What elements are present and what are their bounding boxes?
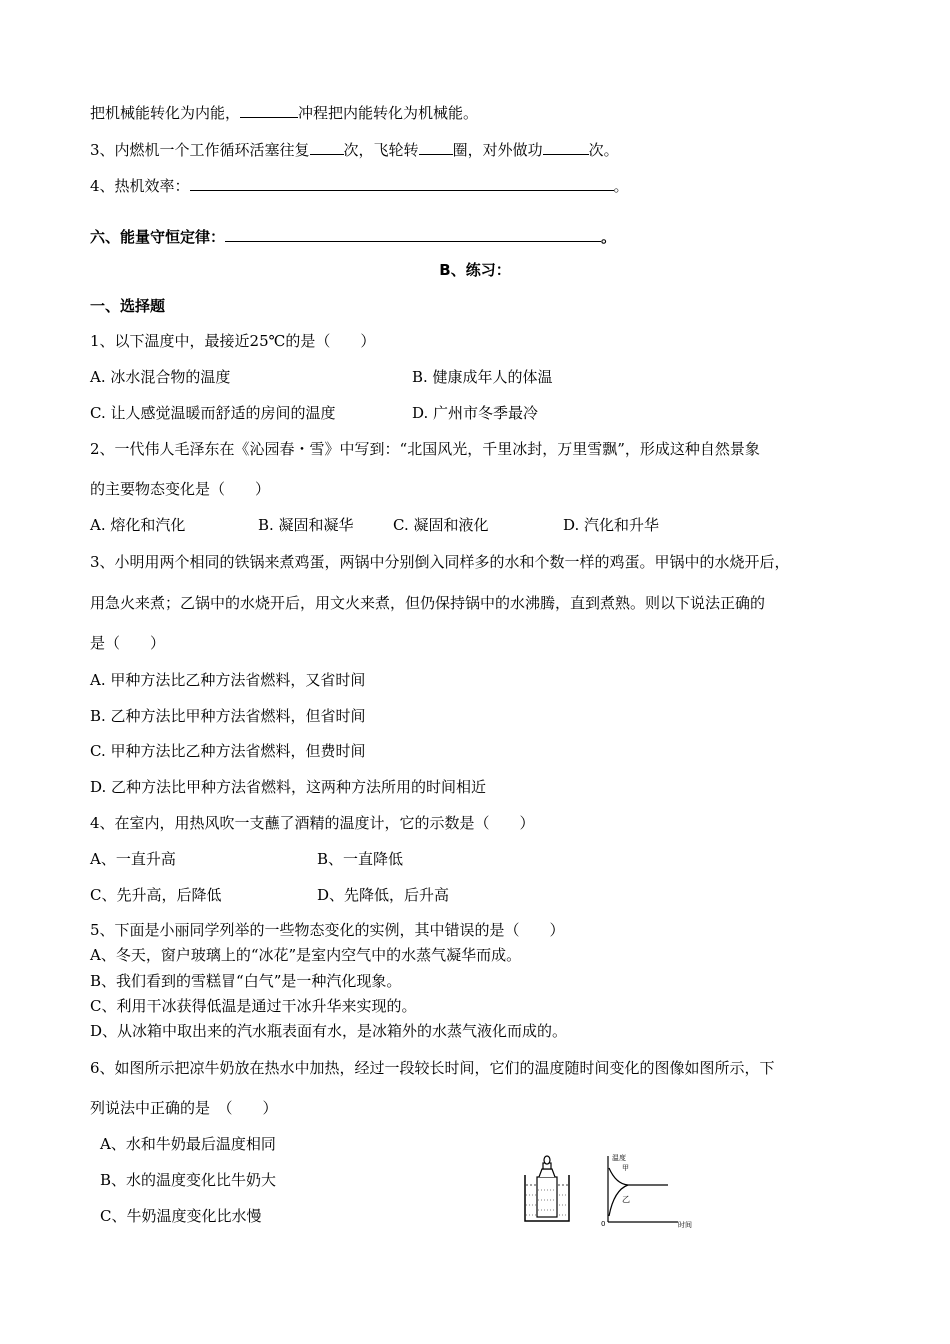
q1-option-c[interactable]: C. 让人感觉温暖而舒适的房间的温度 [90, 404, 336, 422]
q3-stem-3: 是（ ） [90, 634, 166, 652]
q5-option-b[interactable]: B、我们看到的雪糕冒“白气”是一种汽化现象。 [90, 972, 402, 990]
q6-option-a[interactable]: A、水和牛奶最后温度相同 [100, 1135, 276, 1153]
exercise-title: B、练习： [439, 261, 511, 279]
q2-stem-1: 2、一代伟人毛泽东在《沁园春・雪》中写到：“北国风光，千里冰封，万里雪飘”，形成这种自然景象 [90, 440, 760, 458]
line-1 [90, 101, 478, 123]
q1-stem: 1、以下温度中，最接近25℃的是（ ） [90, 332, 376, 350]
q4-option-b[interactable]: B、一直降低 [317, 850, 404, 868]
milk-bottle-icon [537, 1156, 557, 1217]
q2-option-d[interactable]: D. 汽化和升华 [563, 516, 660, 534]
q5-option-d[interactable]: D、从冰箱中取出来的汽水瓶表面有水，是冰箱外的水蒸气液化而成的。 [90, 1022, 568, 1040]
q5-option-c[interactable]: C、利用干冰获得低温是通过干冰升华来实现的。 [90, 997, 417, 1015]
q3-stem-1: 3、小明用两个相同的铁锅来煮鸡蛋，两锅中分别倒入同样多的水和个数一样的鸡蛋。甲锅中的水烧开后， [90, 553, 790, 571]
blank-strokes[interactable] [310, 138, 344, 155]
beaker-figure [522, 1155, 572, 1225]
line-1-text-b: 冲程把内能转化为机械能。 [298, 104, 479, 122]
blank-stroke[interactable] [240, 101, 298, 118]
q5-option-a[interactable]: A、冬天，窗户玻璃上的“冰花”是室内空气中的水蒸气凝华而成。 [90, 946, 522, 964]
q2-option-b[interactable]: B. 凝固和凝华 [258, 516, 354, 534]
fill-q3-a: 3、内燃机一个工作循环活塞往复 [90, 141, 310, 159]
q3-option-a[interactable]: A. 甲种方法比乙种方法省燃料，又省时间 [90, 671, 366, 689]
q4-stem: 4、在室内，用热风吹一支蘸了酒精的温度计，它的示数是（ ） [90, 814, 535, 832]
q4-option-c[interactable]: C、先升高，后降低 [90, 886, 222, 904]
q2-option-a[interactable]: A. 熔化和汽化 [90, 516, 186, 534]
line-1-text-a: 把机械能转化为内能， [90, 104, 241, 122]
q6-stem-1: 6、如图所示把凉牛奶放在热水中加热，经过一段较长时间，它们的温度随时间变化的图像如图所示，下 [90, 1059, 775, 1077]
q6-option-b[interactable]: B、水的温度变化比牛奶大 [100, 1171, 277, 1189]
graph-y-label: 温度 [612, 1154, 626, 1162]
fill-q4-b: 。 [613, 177, 629, 195]
graph-origin: 0 [601, 1220, 606, 1228]
blank-turns[interactable] [419, 138, 453, 155]
water-curve [609, 1168, 668, 1185]
blank-efficiency[interactable] [190, 174, 614, 191]
section-1-title: 一、选择题 [90, 297, 166, 315]
q6-stem-2: 列说法中正确的是 （ ） [90, 1099, 278, 1117]
fill-q3-c: 圈，对外做功 [452, 141, 543, 159]
q3-option-c[interactable]: C. 甲种方法比乙种方法省燃料，但费时间 [90, 742, 366, 760]
fill-q3-d: 次。 [588, 141, 619, 159]
q1-option-b[interactable]: B. 健康成年人的体温 [412, 368, 553, 386]
blank-energy-law[interactable] [225, 225, 601, 242]
q4-option-d[interactable]: D、先降低，后升高 [317, 886, 450, 904]
graph-x-label: 时间 [678, 1221, 692, 1228]
q1-option-d[interactable]: D. 广州市冬季最冷 [412, 404, 539, 422]
temperature-graph [598, 1150, 703, 1228]
q5-stem: 5、下面是小丽同学列举的一些物态变化的实例，其中错误的是（ ） [90, 921, 565, 939]
fill-q3-b: 次，飞轮转 [343, 141, 419, 159]
graph-curve-bottom: 乙 [622, 1195, 630, 1204]
q3-stem-2: 用急火来煮；乙锅中的水烧开后，用文火来煮，但仍保持锅中的水沸腾，直到煮熟。则以下说法正确的 [90, 594, 766, 612]
q3-option-d[interactable]: D. 乙种方法比甲种方法省燃料，这两种方法所用的时间相近 [90, 778, 487, 796]
fill-q4 [90, 174, 629, 196]
blank-work[interactable] [543, 138, 589, 155]
graph-curve-top: 甲 [622, 1164, 629, 1172]
q1-option-a[interactable]: A. 冰水混合物的温度 [90, 368, 231, 386]
q4-option-a[interactable]: A、一直升高 [90, 850, 176, 868]
section-6-label: 六、能量守恒定律： [90, 228, 226, 246]
q6-option-c[interactable]: C、牛奶温度变化比水慢 [100, 1207, 262, 1225]
section-6-end: 。 [601, 228, 617, 246]
q3-option-b[interactable]: B. 乙种方法比甲种方法省燃料，但省时间 [90, 707, 366, 725]
fill-q4-a: 4、热机效率： [90, 177, 190, 195]
q2-stem-2: 的主要物态变化是（ ） [90, 480, 271, 498]
fill-q3 [90, 138, 619, 160]
section-6 [90, 225, 616, 247]
q2-option-c[interactable]: C. 凝固和液化 [393, 516, 489, 534]
